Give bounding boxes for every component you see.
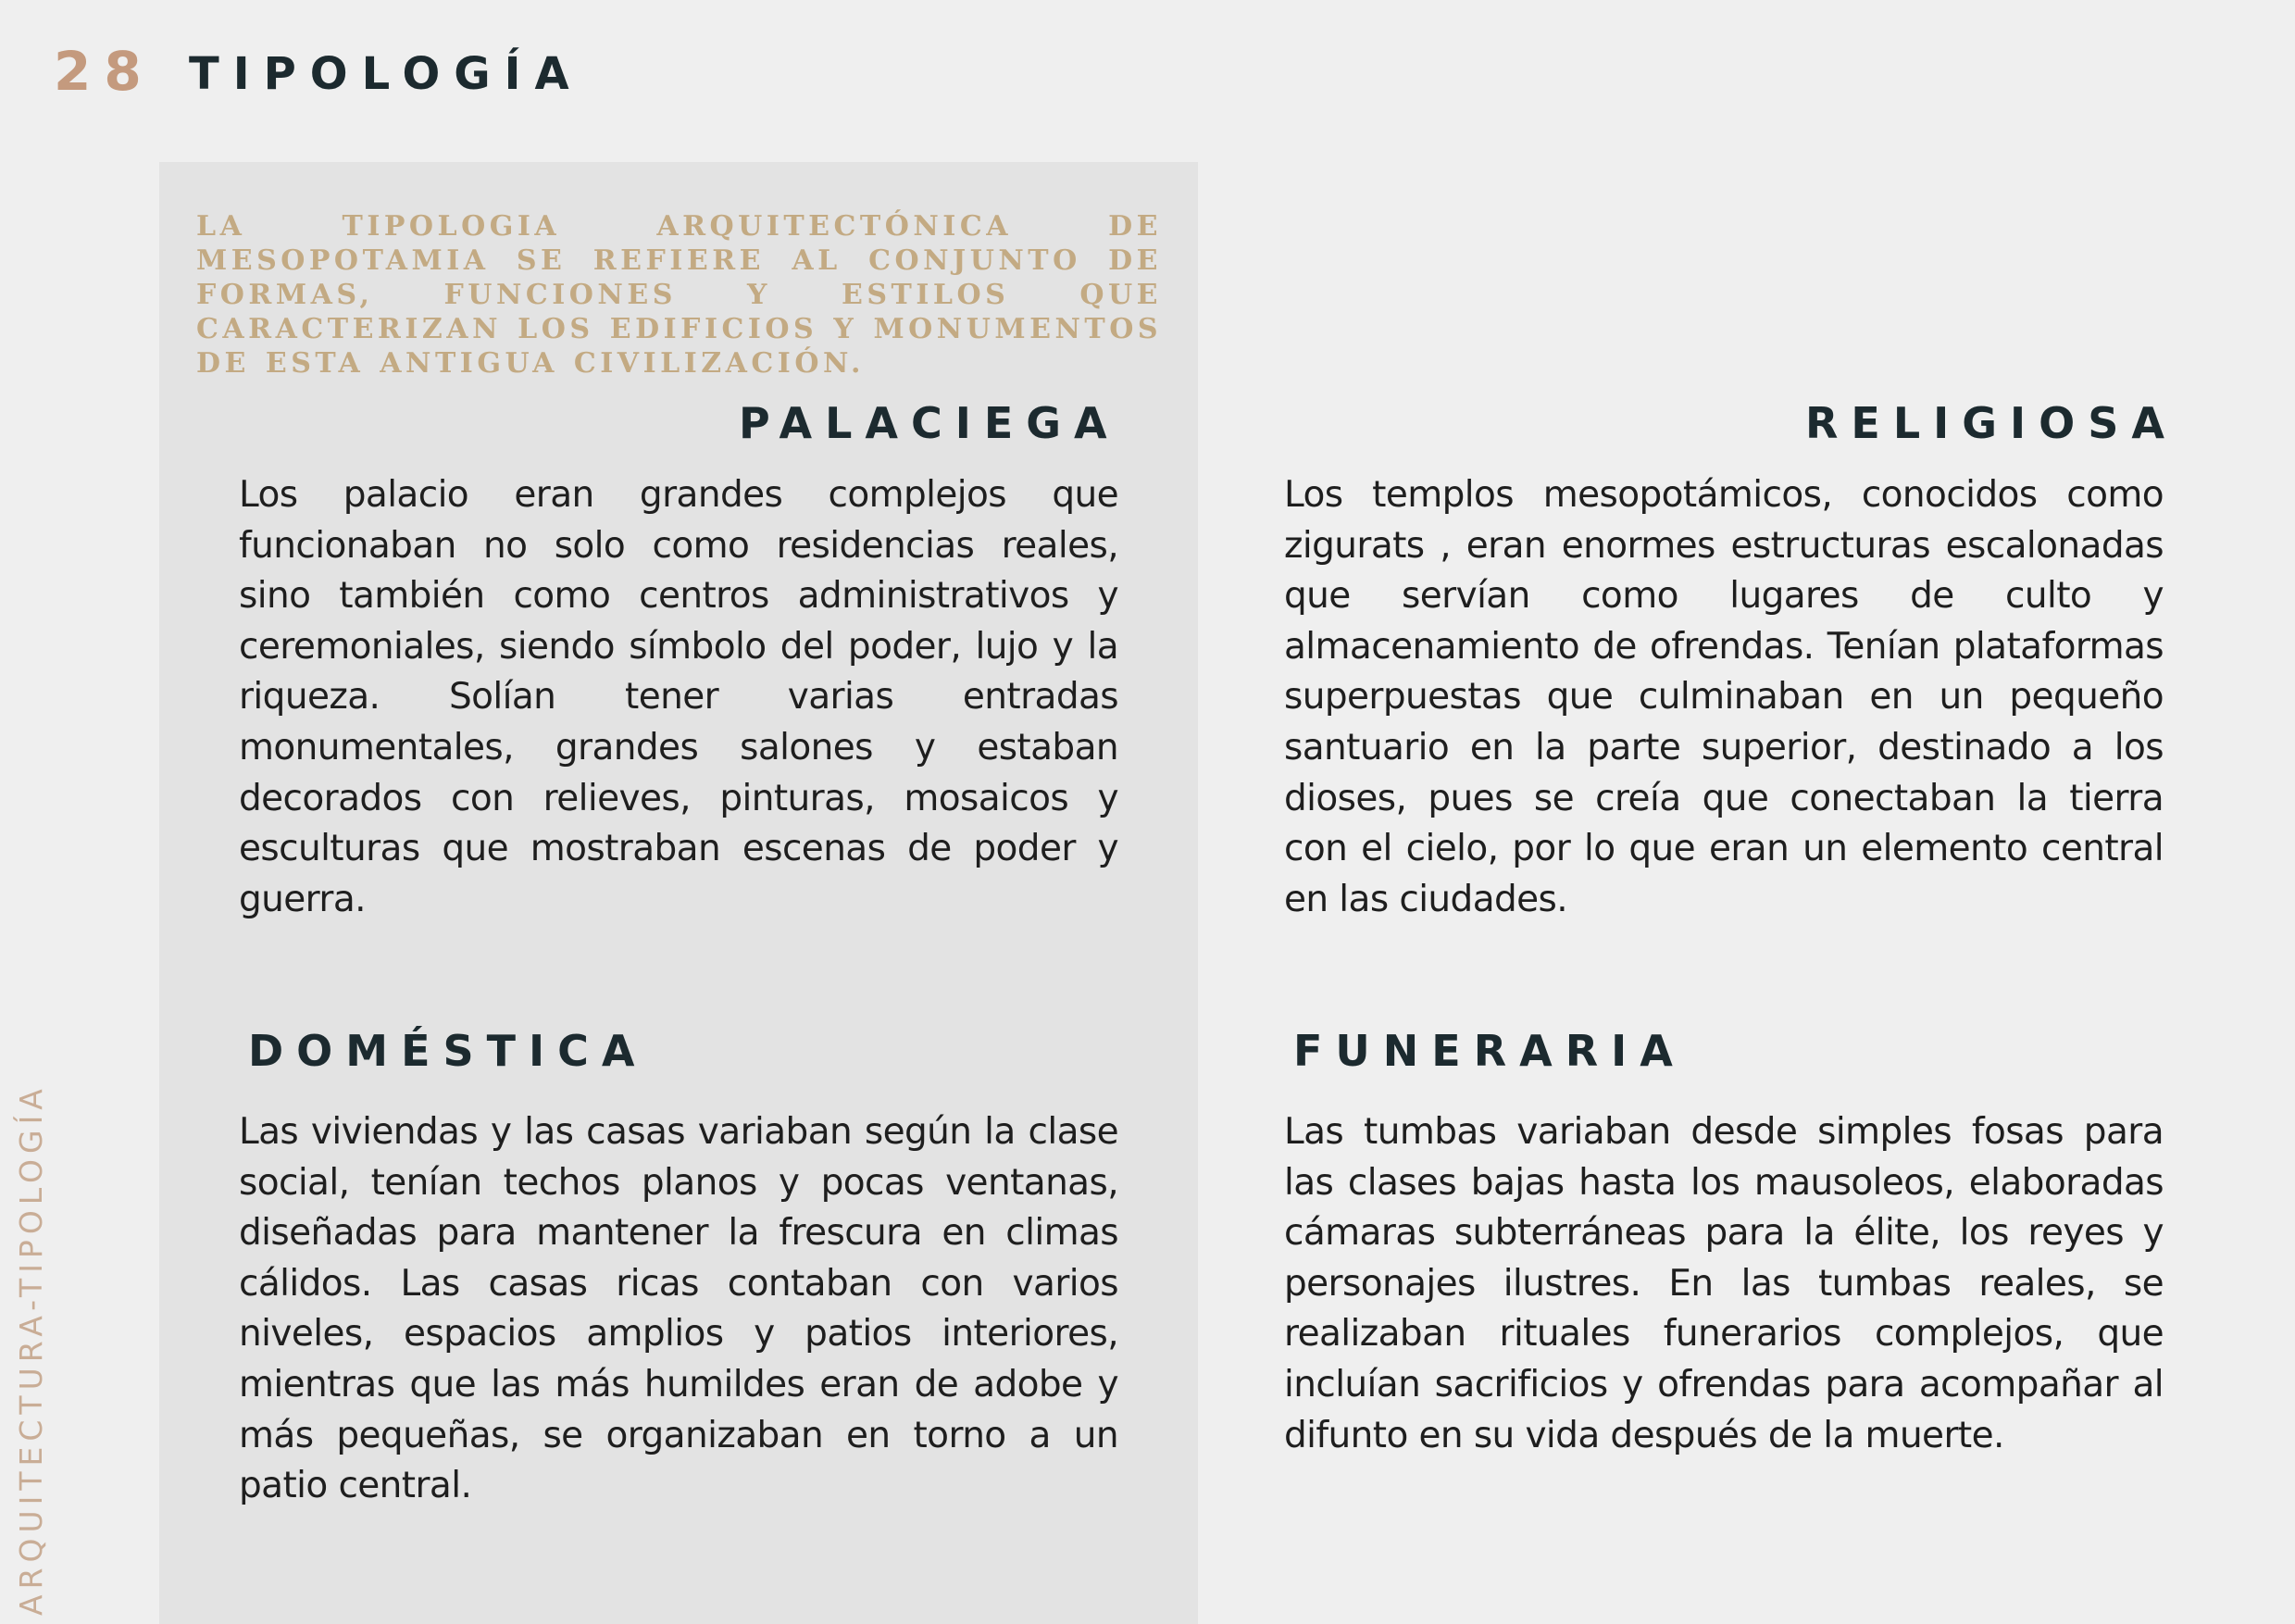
text-palaciega: Los palacio eran grandes complejos que funcionaban no solo como residencias reales, sino también como centros administrativos y ceremoniales, siendo símbolo del poder, lujo y la riqueza. Solían tener varias entradas monumentales, grandes salones y estaban decorados con relieves, pinturas, mosaicos y esculturas que mostraban escenas de poder y guerra.: [239, 474, 1118, 920]
text-funeraria: Las tumbas variaban desde simples fosas para las clases bajas hasta los mausoleos, elaboradas cámaras subterráneas para la élite, los reyes y personajes ilustres. En las tumbas reales, se realizaban rituales funerarios complejos, que incluían sacrificios y ofrendas para acompañar al difunto en su vida después de la muerte.: [1284, 1111, 2164, 1456]
text-domestica: Las viviendas y las casas variaban según la clase social, tenían techos planos y pocas ventanas, diseñadas para mantener la frescura en climas cálidos. Las casas ricas contaban con varios niveles, espacios amplios y patios interiores, mientras que las más humildes eran de adobe y más pequeñas, se organizaban en torno a un patio central.: [239, 1111, 1118, 1507]
text-religiosa: Los templos mesopotámicos, conocidos como zigurats , eran enormes estructuras escalonadas que servían como lugares de culto y almacenamiento de ofrendas. Tenían plataformas superpuestas que culminaban en un pequeño santuario en la parte superior, destinado a los dioses, pues se creía que conectaban la tierra con el cielo, por lo que eran un elemento central en las ciudades.: [1284, 474, 2164, 920]
page-number: 28: [54, 40, 155, 103]
intro-paragraph: LA TIPOLOGIA ARQUITECTÓNICA DE MESOPOTAMIA SE REFIERE AL CONJUNTO DE FORMAS, FUNCIONES Y ESTILOS QUE CARACTERIZAN LOS EDIFICIOS Y MONUMENTOS DE ESTA ANTIGUA CIVILIZACIÓN.: [196, 210, 1162, 380]
heading-domestica: DOMÉSTICA: [248, 1026, 648, 1076]
heading-palaciega: PALACIEGA: [739, 398, 1120, 448]
heading-funeraria: FUNERARIA: [1293, 1026, 1686, 1076]
heading-religiosa: RELIGIOSA: [1805, 398, 2177, 448]
page-title: TIPOLOGÍA: [189, 48, 583, 100]
side-label: ARQUITECTURA-TIPOLOGÍA: [13, 1083, 49, 1616]
